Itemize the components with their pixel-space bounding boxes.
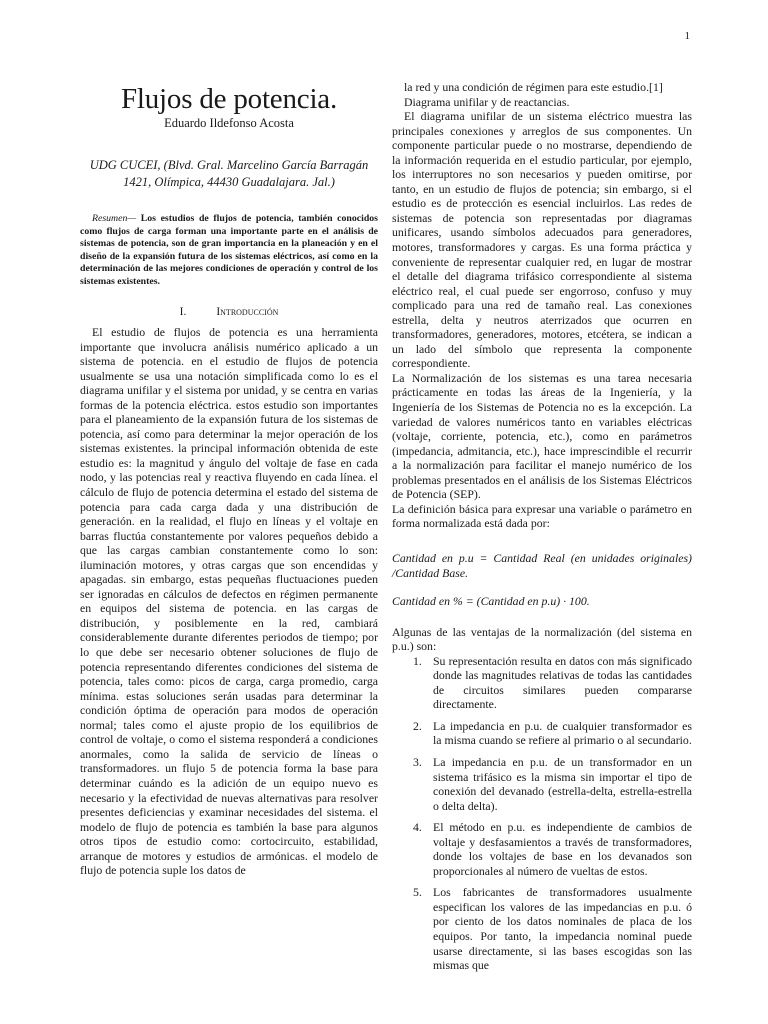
list-item	[413, 653, 692, 712]
normalization-paragraph: La Normalización de los sistemas es una tarea necesaria prácticamente en todas las áreas de la Ingeniería, y la Ingeniería de los Sistemas de Potencia no es la excepción. La variedad de valores numéricos tanto en variables eléctricas (voltaje, corriente, potencia, etc.), como en parámetros (impedancia, admitancia, etc.), hace imprescindible el recurrir a la normalización para facilitar el manejo numérico de los problemas presentados en el análisis de los Sistemas Eléctricos de Potencia (SEP).	[392, 370, 692, 502]
list-marker: 2.	[413, 718, 422, 733]
advantages-intro: Algunas de las ventajas de la normalización (del sistema en p.u.) son:	[392, 624, 692, 654]
section-number: I.	[179, 306, 187, 318]
list-marker: 4.	[413, 820, 422, 835]
paper-title: Flujos de potencia.	[120, 83, 338, 115]
advantages-list	[392, 654, 692, 973]
single-line-diagram-paragraph: El diagrama unifilar de un sistema eléctrico muestra las principales conexiones y arreglos de sus componentes. Un componente particular puede o no mostrarse, dependiendo de la información requerida en el estudio particular, por ejemplo, los interruptores no son necesarios y pueden omitirse, por tanto, en un estudio de flujos de potencia; sin embargo, si el estudio es de protección es esencial incluirlos. Las redes de sistemas de potencia son representadas por diagramas unificares, usando símbolos adecuados para generadores, motores, transformadores y cargas. Es una forma práctica y conveniente de representar cualquier red, en lugar de mostrar el detalle del diagrama trifásico correspondiente al sistema eléctrico real, el cual puede ser engorroso, confuso y muy complicado para una red de tamaño real. Las conexiones estrella, delta y neutros aterrizados que ocurren en transformadores, generadores, motores, etcétera, se indican a un lado del símbolo que representa la componente correspondiente.	[392, 109, 692, 371]
left-column	[80, 80, 378, 878]
subsection-heading: Diagrama unifilar y de reactancias.	[404, 94, 570, 109]
author-affiliation	[80, 157, 378, 191]
definition-paragraph: La definición básica para expresar una variable o parámetro en forma normalizada está dada por:	[392, 501, 692, 531]
list-marker: 1.	[413, 653, 422, 668]
affiliation-line-2: 1421, Olímpica, 44430 Guadalajara. Jal.)	[123, 175, 335, 189]
abstract-text: Los estudios de flujos de potencia, también conocidos como flujos de carga forman una importante parte en el análisis de sistemas de potencia, son de gran importancia en la planeación y en el diseño de la expansión futura de los sistemas eléctricos, así como en la determinación de las mejores condiciones de operación y control de los sistemas existentes.	[80, 213, 378, 287]
list-marker: 5.	[413, 885, 422, 900]
list-item	[413, 885, 692, 973]
list-item	[413, 718, 692, 748]
section-title: Introducción	[216, 306, 279, 318]
list-item-text: El método en p.u. es independiente de cambios de voltaje y desfasamientos a través de transformadores, donde los voltajes de base en los devanados son proporcionales al número de vueltas de estos.	[433, 820, 692, 878]
per-unit-formula: Cantidad en p.u = Cantidad Real (en unidades originales) /Cantidad Base.	[392, 550, 692, 580]
affiliation-line-1: UDG CUCEI, (Blvd. Gral. Marcelino García Barragán	[89, 158, 369, 172]
list-marker: 3.	[413, 754, 422, 769]
section-heading	[80, 305, 378, 319]
author-name: Eduardo Ildefonso Acosta	[164, 116, 294, 130]
list-item-text: La impedancia en p.u. de cualquier transformador es la misma cuando se refiere al primario o al secundario.	[433, 718, 692, 748]
abstract	[80, 213, 378, 288]
abstract-label: Resumen—	[92, 213, 137, 224]
introduction-paragraph: El estudio de flujos de potencia es una herramienta importante que involucra análisis numérico aplicado a un sistema de potencia. en el estudio de flujos de potencia usualmente se usa una notación simplificada como lo es el diagrama unifilar y el sistema por unidad, y se centra en varias formas de la potencia eléctrica. estos estudio son importantes para el planeamiento de la expansión futura de los sistemas de potencia, así como para determinar la mejor operación de los sistemas existentes. la principal información obtenida de este estudio es: la magnitud y ángulo del voltaje de fase en cada nodo, y las potencias real y reactiva fluyendo en cada línea. el cálculo de flujo de potencia determina el estado del sistema de potencia para cada carga dada y una distribución de generación. en la realidad, el flujo en líneas y el voltaje en barras fluctúa constantemente por valores pequeños debido a que las cargas cambian constantemente como lo son: iluminación motores, y otras cargas que son encendidas y apagadas. sin embargo, estas pequeñas fluctuaciones pueden ser ignoradas en cálculos de defectos en régimen permanente en equipos del sistema de potencia. en las cargas de distribución, y posiblemente en la red, cambiará considerablemente durante diferentes periodos de tiempo; por lo que debe ser necesario obtener soluciones de flujo de potencia representando diferentes condiciones del sistema de potencia, tales como: picos de carga, carga promedio, carga mínima. estas soluciones serán usadas para determinar la condición óptima de operación para modos de operación normal; tales como el ajuste propio de los equilibrios de control de voltaje, o como el sistema responderá a condiciones anormales, como la salida de servicio de líneas o transformadores. un flujo 5 de potencia forma la base para determinar cuándo es la adición de un equipo nuevo es necesario y la efectividad de nuevas alternativas para resolver presentes deficiencias y examinar necesidades del sistema. el modelo de flujo de potencia es también la base para algunos otros tipos de estudio como: cortocircuito, estabilidad, arranque de motores y estudios de armónicas. el modelo de flujo de potencia suple los datos de	[80, 325, 378, 878]
continuation-paragraph: la red y una condición de régimen para este estudio.[1]	[404, 80, 663, 94]
list-item	[413, 754, 692, 813]
percent-formula: Cantidad en % = (Cantidad en p.u) · 100.	[392, 594, 590, 609]
right-column	[392, 80, 692, 980]
list-item-text: Los fabricantes de transformadores usualmente especifican los valores de las impedancias en p.u. ó por ciento de los datos nominales de placa de los equipos. Por tanto, la impedancia nominal puede usarse directamente, si las bases escogidas son las mismas que	[433, 885, 692, 973]
list-item-text: Su representación resulta en datos con más significado donde las magnitudes relativas de todas las cantidades de circuitos similares pueden compararse directamente.	[433, 653, 692, 712]
list-item	[413, 820, 692, 878]
page-number: 1	[684, 30, 690, 42]
list-item-text: La impedancia en p.u. de un transformador en un sistema trifásico es la misma sin importar el tipo de conexión del devanado (estrella-delta, estrella-estrella o delta delta).	[433, 754, 692, 813]
